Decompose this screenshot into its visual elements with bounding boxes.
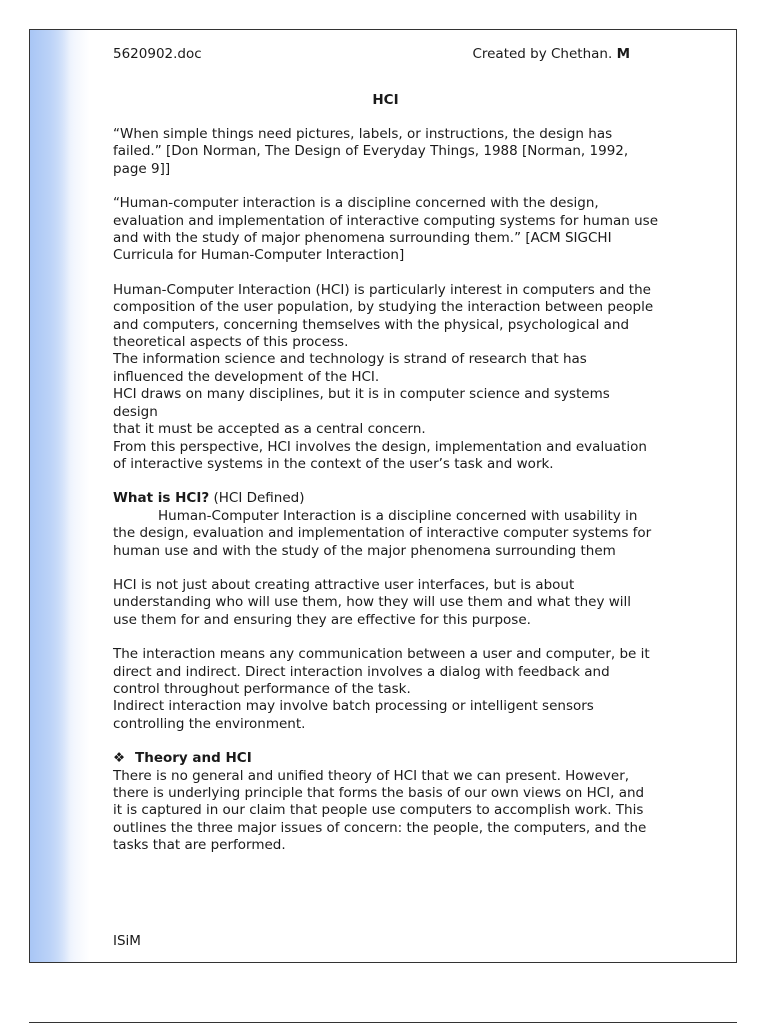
text-line: and with the study of major phenomena surrounding them.” [ACM SIGCHI xyxy=(113,230,612,247)
text-line: page 9]] xyxy=(113,160,171,177)
norman-quote xyxy=(113,126,658,178)
text-line: Human-Computer Interaction (HCI) is particularly interest in computers and the xyxy=(113,281,651,298)
page-footer: ISiM xyxy=(113,933,141,949)
section-subheading: (HCI Defined) xyxy=(209,490,305,507)
intro-paragraph xyxy=(113,282,658,473)
text-line: of interactive systems in the context of the user’s task and work. xyxy=(113,455,554,472)
text-line: it is captured in our claim that people use computers to accomplish work. This xyxy=(113,802,644,819)
text-line: and computers, concerning themselves with the physical, psychological and xyxy=(113,316,630,333)
theory-heading xyxy=(113,750,658,767)
text-line: The interaction means any communication between a user and computer, be it xyxy=(113,646,650,663)
text-line: composition of the user population, by studying the interaction between people xyxy=(113,299,654,316)
author-prefix: Created by Chethan. xyxy=(472,46,617,62)
text-line: human use and with the study of the major phenomena surrounding them xyxy=(113,542,616,559)
what-is-hci-section xyxy=(113,490,658,560)
section-heading: Theory and HCI xyxy=(135,750,252,767)
acm-quote xyxy=(113,195,658,265)
what-is-hci-heading xyxy=(113,490,658,507)
text-line: HCI is not just about creating attractive user interfaces, but is about xyxy=(113,576,575,593)
text-line: HCI draws on many disciplines, but it is in computer science and systems design xyxy=(113,386,610,420)
text-line: theoretical aspects of this process. xyxy=(113,334,349,351)
page-header xyxy=(113,44,630,64)
text-line: outlines the three major issues of concern: the people, the computers, and the xyxy=(113,819,647,836)
text-line: “When simple things need pictures, labels, or instructions, the design has xyxy=(113,126,613,142)
not-just-paragraph xyxy=(113,577,658,629)
text-line: there is underlying principle that forms the basis of our own views on HCI, and xyxy=(113,785,645,801)
document-page xyxy=(29,29,737,963)
text-line: control throughout performance of the task. xyxy=(113,680,411,697)
text-line: influenced the development of the HCI. xyxy=(113,368,380,385)
header-author xyxy=(472,44,630,64)
section-heading: What is HCI? xyxy=(113,490,210,507)
text-line: evaluation and implementation of interactive computing systems for human use xyxy=(113,212,659,229)
theory-section xyxy=(113,750,658,854)
text-line: failed.” [Don Norman, The Design of Everyday Things, 1988 [Norman, 1992, xyxy=(113,143,629,160)
text-line: Indirect interaction may involve batch processing or intelligent sensors xyxy=(113,698,594,715)
header-filename: 5620902.doc xyxy=(113,46,202,62)
text-line: direct and indirect. Direct interaction involves a dialog with feedback and xyxy=(113,663,610,680)
document-body xyxy=(113,90,658,872)
text-line: that it must be accepted as a central concern. xyxy=(113,421,426,438)
text-line: Human-Computer Interaction is a discipline concerned with usability in xyxy=(158,507,638,524)
text-line: the design, evaluation and implementation of interactive computer systems for xyxy=(113,525,652,542)
text-line: use them for and ensuring they are effective for this purpose. xyxy=(113,611,531,628)
interaction-paragraph xyxy=(113,646,658,733)
author-initial: M xyxy=(616,46,630,62)
text-line: From this perspective, HCI involves the design, implementation and evaluation xyxy=(113,438,647,455)
text-line: Curricula for Human-Computer Interaction] xyxy=(113,247,405,264)
document-title: HCI xyxy=(372,92,399,108)
text-line: tasks that are performed. xyxy=(113,837,286,854)
text-line: “Human-computer interaction is a discipline concerned with the design, xyxy=(113,195,599,212)
diamond-bullet-icon: ❖ xyxy=(113,750,126,767)
next-page-edge xyxy=(29,1022,737,1023)
text-line: understanding who will use them, how they will use them and what they will xyxy=(113,594,632,611)
text-line: There is no general and unified theory of HCI that we can present. However, xyxy=(113,767,630,784)
text-line: controlling the environment. xyxy=(113,715,306,732)
text-line: The information science and technology is strand of research that has xyxy=(113,351,587,368)
